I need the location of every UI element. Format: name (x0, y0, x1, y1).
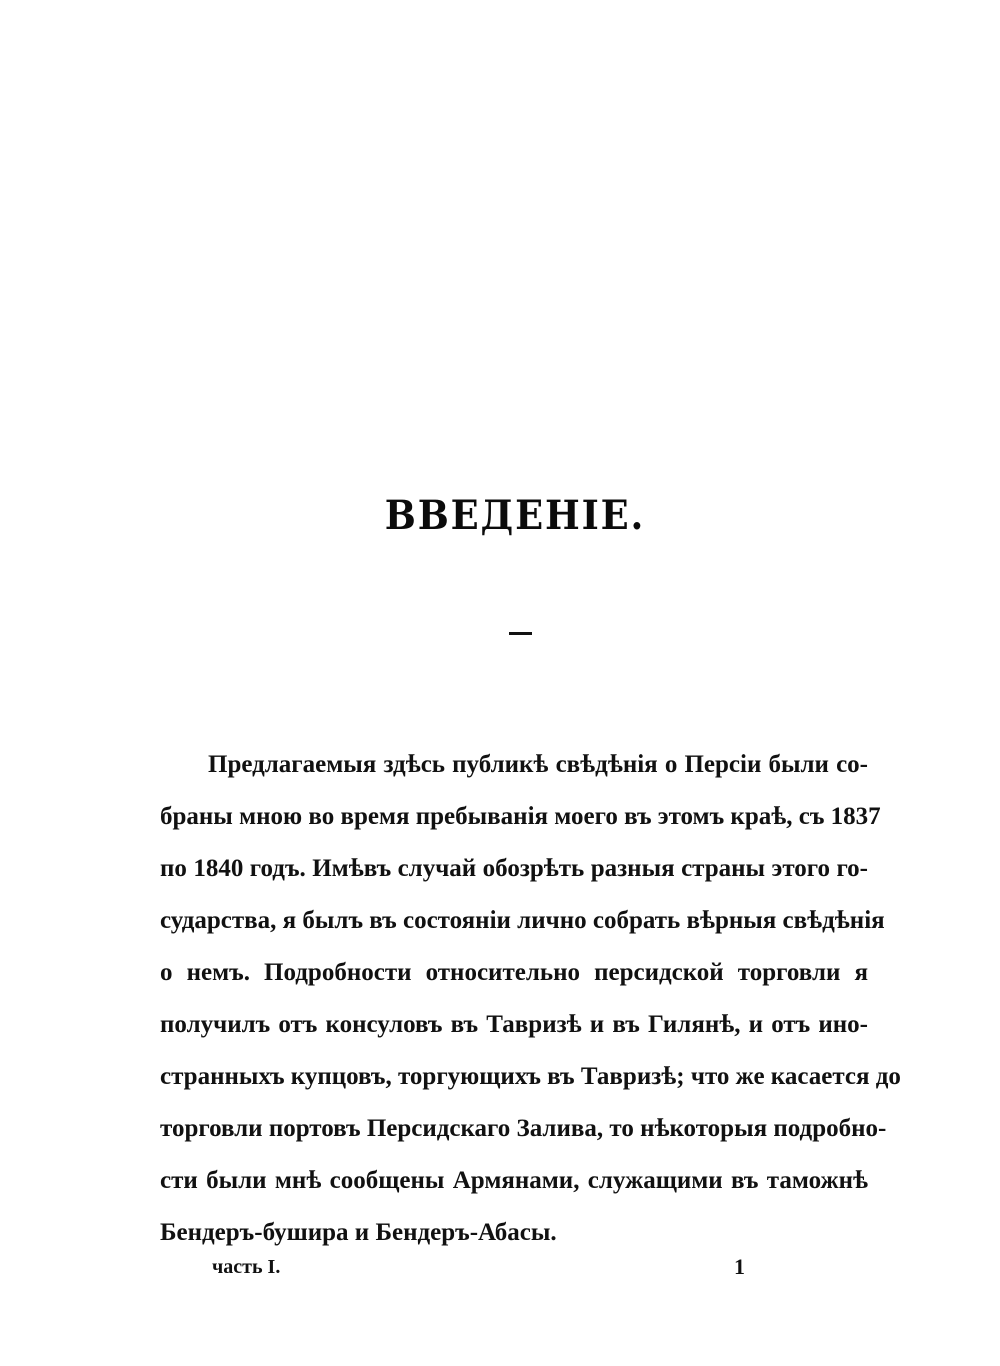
page-number: 1 (734, 1254, 745, 1279)
paragraph-line: по 1840 годъ. Имѣвъ случай обозрѣть разныя страны этого го- (160, 855, 868, 882)
signature-mark: часть I. (212, 1256, 281, 1278)
paragraph-line: Предлагаемыя здѣсь публикѣ свѣдѣнія о Персіи были со- (208, 751, 868, 778)
paragraph-line: странныхъ купцовъ, торгующихъ въ Тавризѣ; что же касается до (160, 1063, 901, 1090)
paragraph-line: сударства, я былъ въ состояніи лично собрать вѣрныя свѣдѣнія (160, 907, 885, 934)
paragraph-line: Бендеръ-бушира и Бендеръ-Абасы. (160, 1219, 557, 1246)
paragraph-line: торговли портовъ Персидскаго Залива, то нѣкоторыя подробно- (160, 1115, 887, 1142)
introduction-paragraph (160, 748, 901, 1268)
title-separator-rule (509, 632, 532, 635)
paragraph-line: о немъ. Подробности относительно персидской торговли я (160, 959, 868, 986)
paragraph-line: получилъ отъ консуловъ въ Тавризѣ и въ Гилянѣ, и отъ ино- (160, 1011, 868, 1038)
paragraph-line: браны мною во время пребыванія моего въ этомъ краѣ, съ 1837 (160, 803, 881, 830)
chapter-title: ВВЕДЕНІЕ. (384, 492, 646, 539)
paragraph-line: сти были мнѣ сообщены Армянами, служащими въ таможнѣ (160, 1167, 868, 1194)
